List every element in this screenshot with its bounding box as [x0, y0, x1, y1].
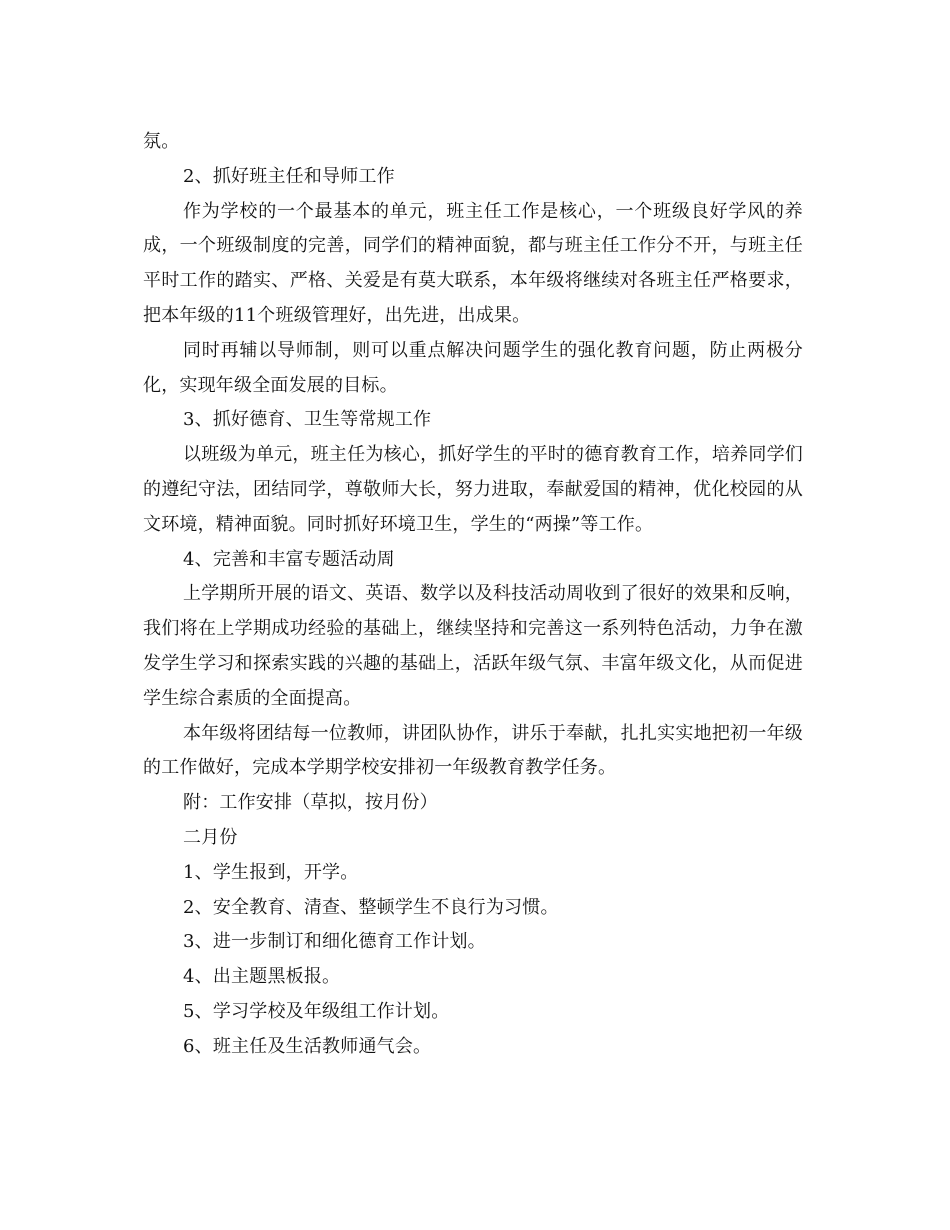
section-heading-4: 4、完善和丰富专题活动周 [183, 548, 395, 570]
document-body [143, 125, 803, 1065]
paragraph: 本年级将团结每一位教师，讲团队协作，讲乐于奉献，扎扎实实地把初一年级的工作做好，完成本学期学校安排初一年级教育教学任务。 [143, 722, 803, 779]
list-item: 3、进一步制订和细化德育工作计划。 [183, 931, 486, 953]
list-item: 6、班主任及生活教师通气会。 [183, 1035, 432, 1057]
list-item: 2、安全教育、清查、整顿学生不良行为习惯。 [183, 896, 559, 918]
month-heading: 二月份 [183, 826, 238, 848]
list-item: 5、学习学校及年级组工作计划。 [183, 1000, 450, 1022]
list-item: 1、学生报到，开学。 [183, 861, 359, 883]
appendix-heading: 附：工作安排（草拟，按月份） [183, 792, 438, 814]
section-heading-3: 3、抓好德育、卫生等常规工作 [183, 409, 432, 431]
section-heading-2: 2、抓好班主任和导师工作 [183, 165, 395, 187]
paragraph: 同时再辅以导师制，则可以重点解决问题学生的强化教育问题，防止两极分化，实现年级全面发展的目标。 [143, 339, 803, 396]
paragraph: 作为学校的一个最基本的单元，班主任工作是核心，一个班级良好学风的养成，一个班级制度的完善，同学们的精神面貌，都与班主任工作分不开，与班主任平时工作的踏实、严格、关爱是有莫大联系，本年级将继续对各班主任严格要求，把本年级的11个班级管理好，出先进，出成果。 [143, 200, 803, 326]
list-item: 4、出主题黑板报。 [183, 966, 341, 988]
paragraph: 以班级为单元，班主任为核心，抓好学生的平时的德育教育工作，培养同学们的遵纪守法，团结同学，尊敬师大长，努力进取，奉献爱国的精神，优化校园的从文环境，精神面貌。同时抓好环境卫生，学生的“两操”等工作。 [143, 444, 803, 535]
paragraph-continuation: 氛。 [143, 131, 180, 152]
paragraph: 上学期所开展的语文、英语、数学以及科技活动周收到了很好的效果和反响，我们将在上学期成功经验的基础上，继续坚持和完善这一系列特色活动，力争在激发学生学习和探索实践的兴趣的基础上，活跃年级气氛、丰富年级文化，从而促进学生综合素质的全面提高。 [143, 583, 803, 709]
